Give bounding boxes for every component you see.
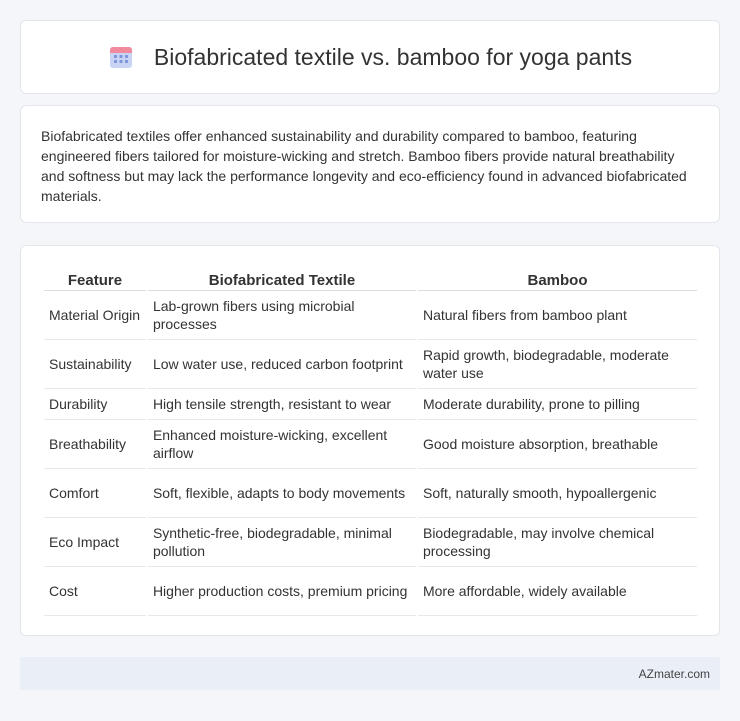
row-feature: Material Origin (44, 291, 146, 340)
row-feature: Durability (44, 389, 146, 420)
table-row (44, 420, 697, 469)
row-feature: Eco Impact (44, 518, 146, 567)
column-header-biofabricated: Biofabricated Textile (148, 266, 416, 291)
column-header-feature: Feature (44, 266, 146, 291)
table-row (44, 389, 697, 420)
footer (20, 657, 720, 690)
column-header-bamboo: Bamboo (418, 266, 697, 291)
row-bamboo-value: Good moisture absorption, breathable (418, 420, 697, 469)
row-bamboo-value: More affordable, widely available (418, 567, 697, 616)
table-row (44, 469, 697, 518)
row-biofabricated-value: Low water use, reduced carbon footprint (148, 340, 416, 389)
table-row (44, 518, 697, 567)
table-row (44, 291, 697, 340)
row-biofabricated-value: Soft, flexible, adapts to body movements (148, 469, 416, 518)
summary-text: Biofabricated textiles offer enhanced sustainability and durability compared to bamboo, featuring engineered fibers tailored for moisture-wicking and stretch. Bamboo fibers provide natural breathability and softness but may lack the performance longevity and eco-efficiency found in advanced biofabricated materials. (41, 128, 687, 204)
row-bamboo-value: Soft, naturally smooth, hypoallergenic (418, 469, 697, 518)
row-biofabricated-value: Higher production costs, premium pricing (148, 567, 416, 616)
title-card (20, 20, 720, 94)
row-feature: Sustainability (44, 340, 146, 389)
row-biofabricated-value: Lab-grown fibers using microbial processes (148, 291, 416, 340)
table-row (44, 567, 697, 616)
row-bamboo-value: Natural fibers from bamboo plant (418, 291, 697, 340)
row-biofabricated-value: Synthetic-free, biodegradable, minimal pollution (148, 518, 416, 567)
row-bamboo-value: Rapid growth, biodegradable, moderate water use (418, 340, 697, 389)
table-row (44, 340, 697, 389)
footer-brand[interactable]: AZmater.com (638, 666, 710, 681)
row-bamboo-value: Moderate durability, prone to pilling (418, 389, 697, 420)
row-feature: Comfort (44, 469, 146, 518)
comparison-table (42, 266, 699, 616)
row-bamboo-value: Biodegradable, may involve chemical processing (418, 518, 697, 567)
calendar-grid-icon (108, 44, 134, 70)
row-biofabricated-value: High tensile strength, resistant to wear (148, 389, 416, 420)
table-header-row (44, 266, 697, 291)
row-feature: Breathability (44, 420, 146, 469)
page-title: Biofabricated textile vs. bamboo for yoga pants (153, 43, 633, 70)
row-biofabricated-value: Enhanced moisture-wicking, excellent airflow (148, 420, 416, 469)
summary-card (20, 105, 720, 223)
comparison-table-card (20, 245, 720, 636)
row-feature: Cost (44, 567, 146, 616)
